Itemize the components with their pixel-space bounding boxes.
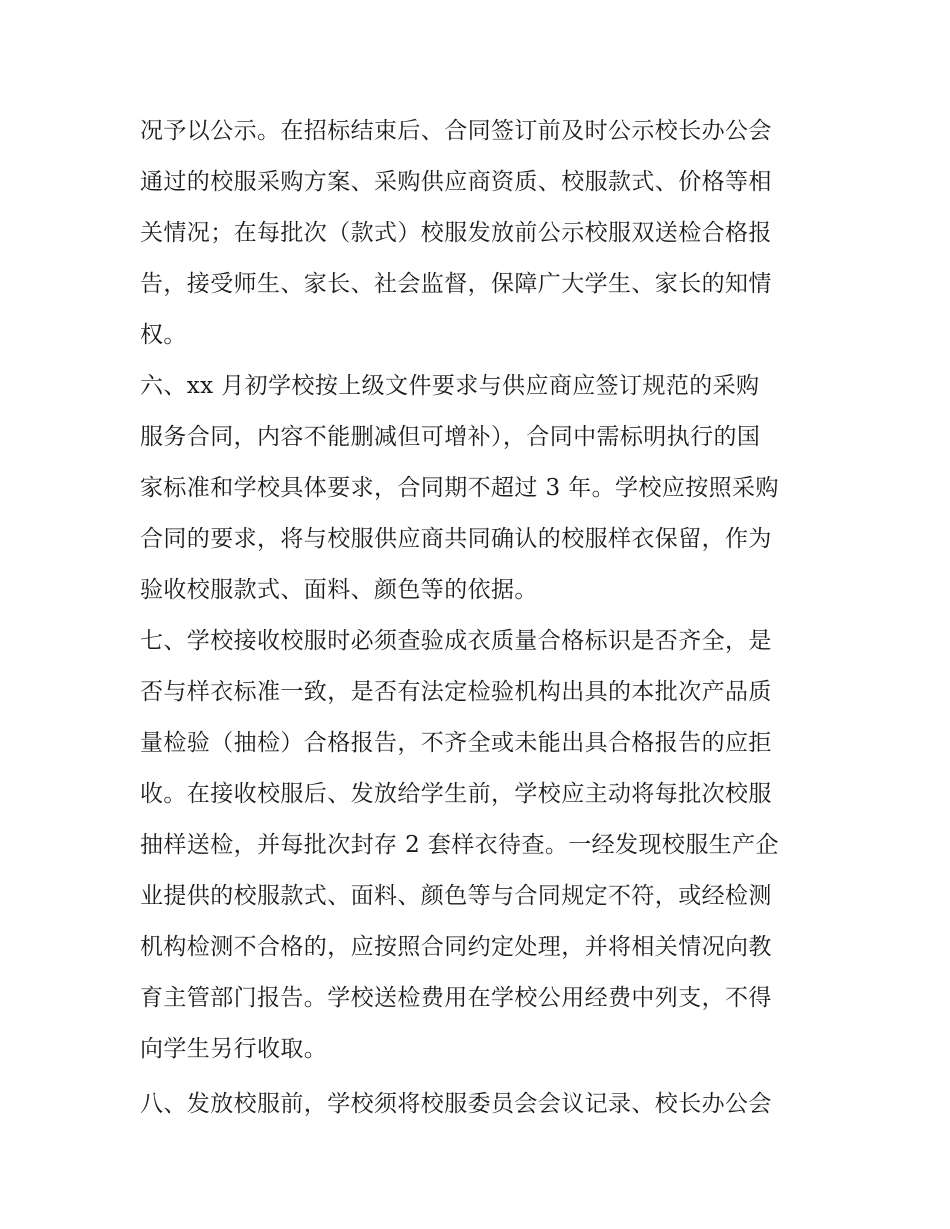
text-line: 向学生另行收取。 <box>140 1036 328 1062</box>
text-line: 告，接受师生、家长、社会监督，保障广大学生、家长的知情 <box>140 271 772 297</box>
text-line: 家标准和学校具体要求，合同期不超过 3 年。学校应按照采购 <box>140 475 779 501</box>
text-line: 育主管部门报告。学校送检费用在学校公用经费中列支，不得 <box>140 985 772 1011</box>
paragraph-5-tail <box>140 106 820 361</box>
paragraph-6 <box>140 361 820 616</box>
text-line: 八、发放校服前，学校须将校服委员会会议记录、校长办公会 <box>140 1091 772 1117</box>
text-line: 合同的要求，将与校服供应商共同确认的校服样衣保留，作为 <box>140 526 772 552</box>
text-line: 否与样衣标准一致，是否有法定检验机构出具的本批次产品质 <box>140 679 772 705</box>
text-line: 收。在接收校服后、发放给学生前，学校应主动将每批次校服 <box>140 781 772 807</box>
text-line: 七、学校接收校服时必须查验成衣质量合格标识是否齐全，是 <box>140 628 772 654</box>
text-line: 业提供的校服款式、面料、颜色等与合同规定不符，或经检测 <box>140 883 772 909</box>
text-line: 关情况；在每批次（款式）校服发放前公示校服双送检合格报 <box>140 220 772 246</box>
text-line: 量检验（抽检）合格报告，不齐全或未能出具合格报告的应拒 <box>140 730 772 756</box>
text-line: 机构检测不合格的，应按照合同约定处理，并将相关情况向教 <box>140 934 772 960</box>
text-line: 况予以公示。在招标结束后、合同签订前及时公示校长办公会 <box>140 118 772 144</box>
paragraph-7 <box>140 616 820 1075</box>
text-line: 权。 <box>140 322 187 348</box>
document-body <box>140 106 820 1130</box>
text-line: 六、xx 月初学校按上级文件要求与供应商应签订规范的采购 <box>140 373 760 399</box>
text-line: 服务合同，内容不能删减但可增补），合同中需标明执行的国 <box>140 424 761 450</box>
text-line: 通过的校服采购方案、采购供应商资质、校服款式、价格等相 <box>140 169 772 195</box>
text-line: 抽样送检，并每批次封存 2 套样衣待查。一经发现校服生产企 <box>140 832 779 858</box>
paragraph-8 <box>140 1079 820 1130</box>
text-line: 验收校服款式、面料、颜色等的依据。 <box>140 577 538 603</box>
